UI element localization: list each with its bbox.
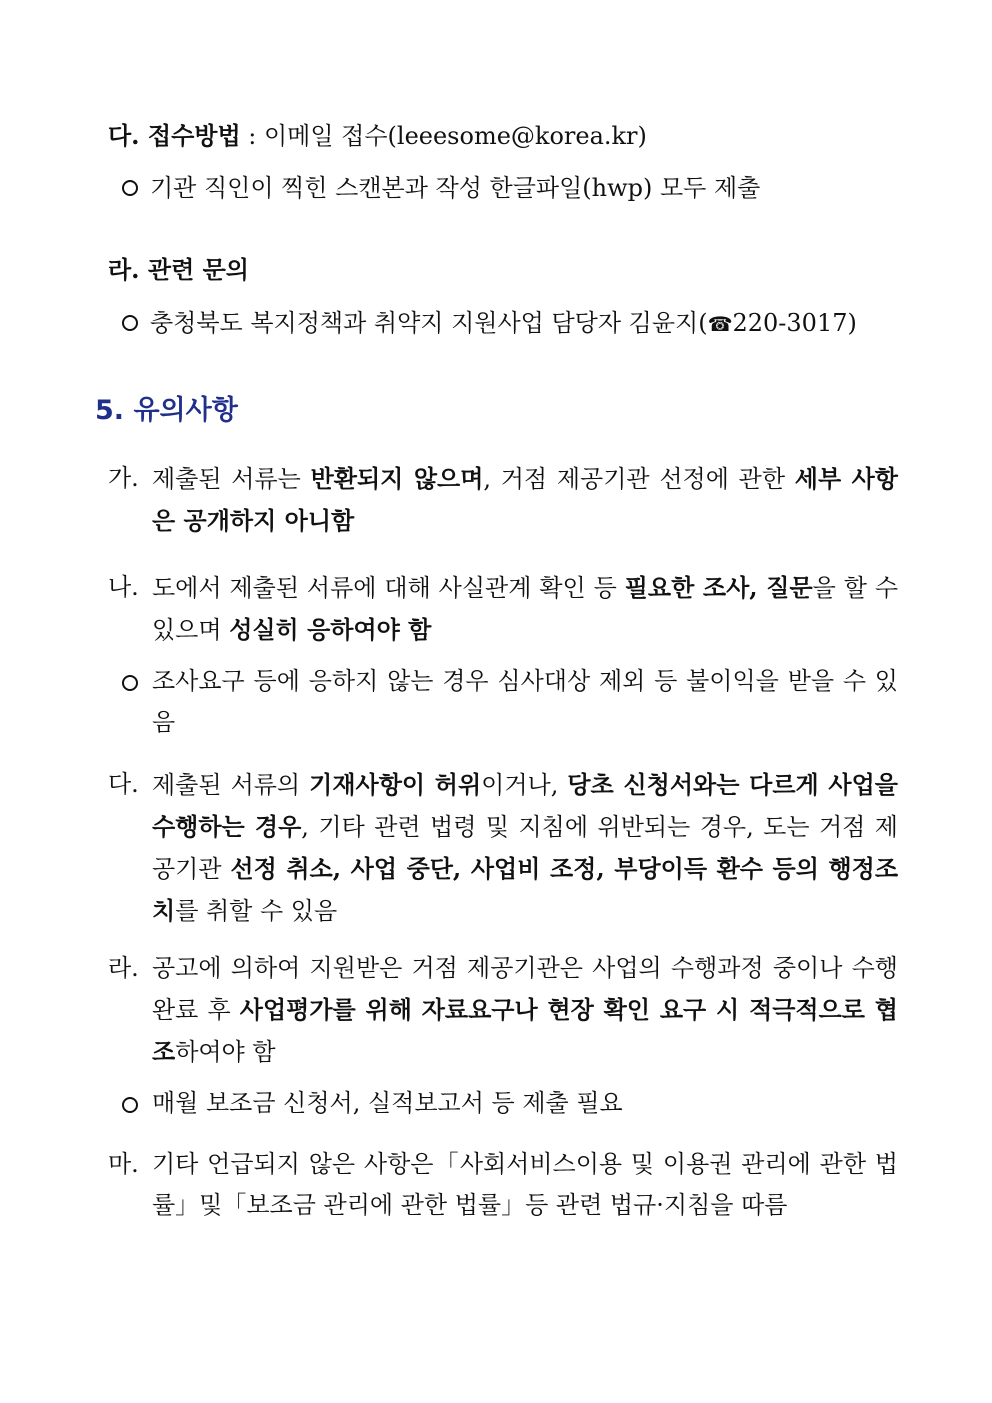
item-marker: 마. bbox=[108, 1150, 139, 1178]
reception-heading-label: 다. 접수방법 bbox=[108, 121, 241, 150]
circle-bullet-icon bbox=[122, 1097, 138, 1113]
item-emphasis: 사업평가를 위해 자료요구나 현장 확인 요구 시 적극적으로 협조 bbox=[152, 995, 898, 1066]
notice-item-ma bbox=[108, 1144, 898, 1226]
inquiry-heading: 라. 관련 문의 bbox=[108, 255, 249, 284]
item-text: 제출된 서류는 bbox=[152, 465, 311, 493]
item-text: 하여야 함 bbox=[175, 1038, 276, 1066]
item-text: , 거점 제공기관 선정에 관한 bbox=[483, 465, 795, 493]
item-marker: 라. bbox=[108, 954, 139, 982]
item-marker: 다. bbox=[108, 770, 139, 798]
section-title: 5. 유의사항 bbox=[95, 395, 238, 426]
notice-item-na-bullet bbox=[122, 661, 898, 743]
inquiry-bullet-text: 충청북도 복지정책과 취약지 지원사업 담당자 김윤지( bbox=[150, 309, 708, 337]
notice-item-na bbox=[108, 567, 898, 651]
item-text: 공고에 의하여 지원받은 거점 제공기관은 사업의 수행과정 중이나 수행 완료 후 bbox=[152, 954, 898, 1024]
circle-bullet-icon bbox=[122, 315, 138, 331]
item-marker: 가. bbox=[108, 464, 139, 492]
item-body bbox=[152, 764, 898, 932]
item-text: 제출된 서류의 bbox=[152, 771, 310, 799]
item-emphasis: 선정 취소, 사업 중단, 사업비 조정, 부당이득 환수 등의 행정조치 bbox=[152, 854, 898, 925]
item-bullet-text: 조사요구 등에 응하지 않는 경우 심사대상 제외 등 불이익을 받을 수 있음 bbox=[152, 667, 898, 736]
item-emphasis: 반환되지 않으며 bbox=[310, 464, 484, 493]
item-emphasis: 필요한 조사, 질문 bbox=[624, 573, 813, 602]
circle-bullet-icon bbox=[122, 675, 138, 691]
item-emphasis: 성실히 응하여야 함 bbox=[229, 615, 432, 644]
notice-item-ra-bullet bbox=[122, 1083, 898, 1124]
item-text: 도에서 제출된 서류에 대해 사실관계 확인 등 bbox=[152, 574, 625, 602]
notice-item-ra bbox=[108, 948, 898, 1073]
item-bullet-text: 매월 보조금 신청서, 실적보고서 등 제출 필요 bbox=[152, 1089, 623, 1117]
item-body bbox=[152, 948, 898, 1073]
item-body bbox=[152, 567, 898, 651]
item-marker: 나. bbox=[108, 573, 139, 601]
reception-bullet bbox=[122, 168, 760, 203]
item-body bbox=[152, 458, 898, 542]
notice-item-da bbox=[108, 764, 898, 932]
reception-heading bbox=[108, 116, 647, 151]
item-emphasis: 세부 사항은 공개하지 아니함 bbox=[152, 464, 898, 535]
inquiry-phone-number: 220-3017) bbox=[732, 309, 857, 337]
notice-item-ga bbox=[108, 458, 898, 542]
item-body: 기타 언급되지 않은 사항은「사회서비스이용 및 이용권 관리에 관한 법률」및「보조금 관리에 관한 법률」등 관련 법규·지침을 따름 bbox=[152, 1150, 898, 1219]
item-text: 을 할 수 있으며 bbox=[152, 574, 898, 644]
phone-icon: ☎ bbox=[707, 312, 733, 336]
reception-bullet-text: 기관 직인이 찍힌 스캔본과 작성 한글파일(hwp) 모두 제출 bbox=[150, 174, 761, 202]
circle-bullet-icon bbox=[122, 180, 138, 196]
item-emphasis: 당초 신청서와는 다르게 사업을 수행하는 경우 bbox=[152, 770, 898, 841]
reception-email-text: : 이메일 접수(leeesome@korea.kr) bbox=[240, 122, 647, 150]
inquiry-bullet bbox=[122, 303, 857, 338]
item-text: 이거나, bbox=[481, 771, 568, 799]
item-text: 를 취할 수 있음 bbox=[175, 897, 338, 925]
item-emphasis: 기재사항이 허위 bbox=[309, 770, 482, 799]
item-text: , 기타 관련 법령 및 지침에 위반되는 경우, 도는 거점 제공기관 bbox=[152, 813, 898, 883]
